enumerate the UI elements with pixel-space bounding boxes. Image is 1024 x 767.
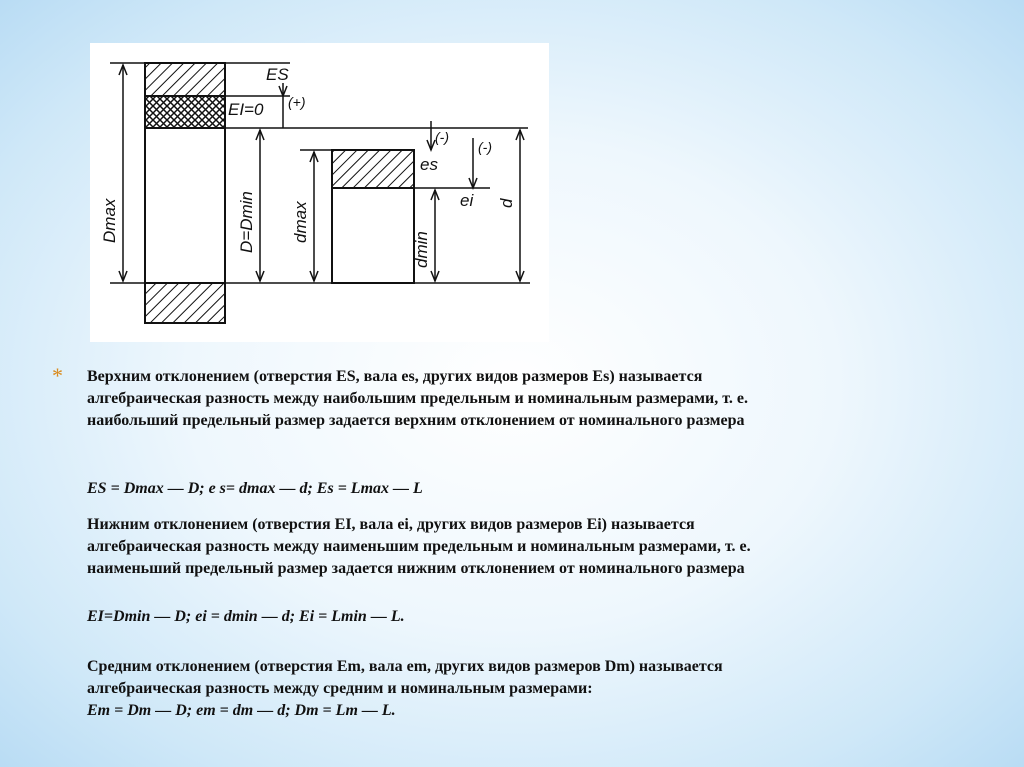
shaft-tolerance-zone	[332, 150, 414, 188]
label-dmax-upper: Dmax	[100, 198, 119, 243]
text-line: алгебраическая разность между наименьшим предельным и номинальным размерами, т. е.	[87, 538, 751, 555]
shaft-body	[332, 188, 414, 283]
label-dmin-lower: dmin	[412, 231, 431, 268]
bullet-marker: *	[52, 363, 63, 388]
mean-deviation-definition	[87, 656, 937, 722]
text-line: наибольший предельный размер задается верхним отклонением от номинального размера	[87, 412, 745, 429]
label-d-eq-dmin: D=Dmin	[237, 191, 256, 253]
label-es-lower: es	[420, 155, 438, 174]
label-minus-2: (-)	[478, 139, 492, 155]
upper-deviation-definition	[87, 366, 937, 432]
lower-deviation-definition	[87, 514, 937, 580]
tolerance-diagram	[90, 43, 549, 342]
label-minus-1: (-)	[435, 129, 449, 145]
label-dmax-lower: dmax	[291, 201, 310, 243]
text-line: Нижним отклонением (отверстия EI, вала ei, других видов размеров Ei) называется	[87, 516, 695, 533]
text-line: Средним отклонением (отверстия Em, вала em, других видов размеров Dm) называется	[87, 658, 723, 675]
hole-wall-top	[145, 63, 225, 96]
lower-deviation-formula: EI=Dmin — D; ei = dmin — d; Ei = Lmin — L.	[87, 608, 405, 625]
text-line: Верхним отклонением (отверстия ES, вала es, других видов размеров Es) называется	[87, 368, 703, 385]
label-plus: (+)	[288, 94, 306, 110]
label-ei-lower: ei	[460, 191, 474, 210]
hole-tolerance-zone	[145, 96, 225, 128]
label-d-nominal: d	[497, 198, 516, 208]
tolerance-diagram-svg	[90, 43, 549, 342]
text-line: наименьший предельный размер задается нижним отклонением от номинального размера	[87, 560, 745, 577]
mean-deviation-formula: Em = Dm — D; em = dm — d; Dm = Lm — L.	[87, 702, 396, 719]
text-line: алгебраическая разность между средним и номинальным размерами:	[87, 680, 593, 697]
upper-deviation-formula: ES = Dmax — D; e s= dmax — d; Es = Lmax — L	[87, 480, 423, 497]
hole-body	[145, 128, 225, 283]
label-es-upper: ES	[266, 65, 289, 84]
hole-wall-bottom	[145, 283, 225, 323]
label-ei-zero: EI=0	[228, 100, 264, 119]
text-line: алгебраическая разность между наибольшим предельным и номинальным размерами, т. е.	[87, 390, 748, 407]
